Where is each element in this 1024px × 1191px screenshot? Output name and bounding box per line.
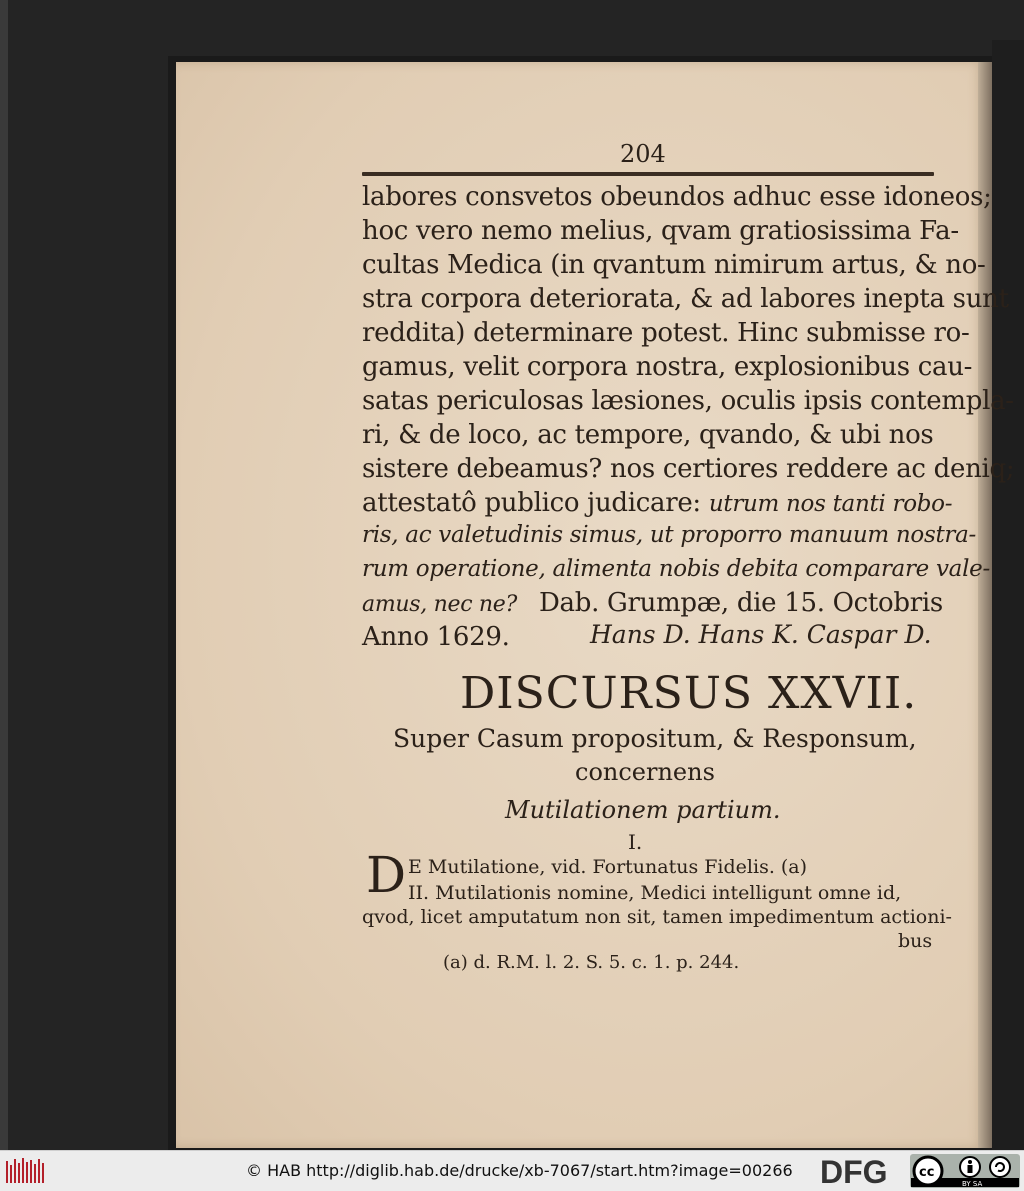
cc-by-sa-icon[interactable] xyxy=(910,1154,1020,1188)
viewer-footer xyxy=(0,1150,1024,1191)
dfg-logo-icon[interactable] xyxy=(818,1156,908,1186)
citation-link[interactable]: © HAB http://diglib.hab.de/drucke/xb-7067/start.htm?image=00266 xyxy=(246,1161,793,1180)
body-line-10 xyxy=(362,488,952,518)
paragraph-2-line-1: II. Mutilationis nomine, Medici intelligunt omne id, xyxy=(408,882,902,904)
svg-text:cc: cc xyxy=(919,1165,935,1180)
footnote: (a) d. R.M. l. 2. S. 5. c. 1. p. 244. xyxy=(443,952,740,973)
hab-logo-icon[interactable] xyxy=(4,1155,48,1187)
page-number: 204 xyxy=(620,140,666,168)
header-rule xyxy=(362,172,934,176)
dfg-logo-text: DFG xyxy=(820,1156,888,1186)
signatures: Hans D. Hans K. Caspar D. xyxy=(590,620,932,649)
body-line-2: hoc vero nemo melius, qvam gratiosissima Fa- xyxy=(362,216,959,246)
discursus-heading: DISCURSUS XXVII. xyxy=(460,668,918,719)
catchword: bus xyxy=(898,930,933,952)
subheading-1: Super Casum propositum, & Responsum, xyxy=(393,724,917,753)
subheading-2: concernens xyxy=(575,758,715,786)
body-line-13-italic: amus, nec ne? xyxy=(362,592,518,617)
body-line-10-italic: utrum nos tanti robo- xyxy=(708,491,953,517)
body-line-12: rum operatione, alimenta nobis debita comparare vale- xyxy=(362,556,990,582)
body-line-8: ri, & de loco, ac tempore, qvando, & ubi nos xyxy=(362,420,934,450)
drop-cap: D xyxy=(366,846,407,904)
body-line-6: gamus, velit corpora nostra, explosionibus cau- xyxy=(362,352,973,382)
body-line-13-roman: Dab. Grumpæ, die 15. Octobris xyxy=(538,588,943,618)
body-line-11: ris, ac valetudinis simus, ut proporro manuum nostra- xyxy=(362,522,976,548)
subheading-3: Mutilationem partium. xyxy=(505,796,781,824)
body-line-3: cultas Medica (in qvantum nimirum artus, & no- xyxy=(362,250,986,280)
body-line-7: satas periculosas læsiones, oculis ipsis contempla- xyxy=(362,386,1014,416)
page-fore-edge xyxy=(978,62,992,1148)
viewer-left-edge xyxy=(0,0,8,1150)
body-line-9: sistere debeamus? nos certiores reddere ac deniq; xyxy=(362,454,1015,484)
book-binding xyxy=(992,40,1024,1150)
paragraph-1-line: E Mutilatione, vid. Fortunatus Fidelis. (a) xyxy=(408,856,808,878)
paragraph-2-line-2: qvod, licet amputatum non sit, tamen impedimentum actioni- xyxy=(362,906,952,928)
body-line-5: reddita) determinare potest. Hinc submisse ro- xyxy=(362,318,970,348)
section-numeral: I. xyxy=(628,830,643,854)
body-line-4: stra corpora deteriorata, & ad labores inepta sunt xyxy=(362,284,1009,314)
body-line-14: Anno 1629. xyxy=(362,622,510,652)
body-line-1: labores consvetos obeundos adhuc esse idoneos; xyxy=(362,182,992,212)
body-line-10-roman: attestatô publico judicare: xyxy=(362,488,701,518)
body-line-13 xyxy=(362,588,943,618)
cc-badge-label: BY SA xyxy=(962,1180,983,1188)
